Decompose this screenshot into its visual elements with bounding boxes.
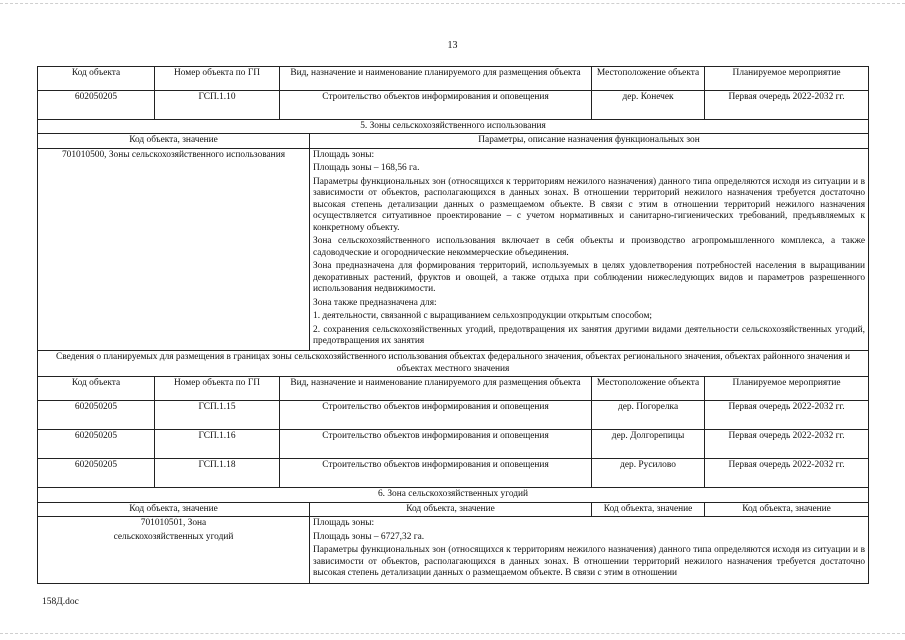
header-number: Номер объекта по ГП <box>155 67 280 91</box>
zone-code-line: 701010501, Зона <box>140 518 207 529</box>
table-row <box>38 91 869 120</box>
zone-param: Площадь зоны – 168,56 га. <box>313 163 420 174</box>
header-location: Местоположение объекта <box>592 67 705 91</box>
section-6-title-row <box>38 488 869 502</box>
zone6-header: Код объекта, значение <box>592 502 705 516</box>
info-title: Сведения о планируемых для размещения в границах зоны сельскохозяйственного использования объектах федерального значения, объектах регионального значения, объектах районного значения и объектах местного значения <box>38 351 869 377</box>
zone-code-line: сельскохозяйственных угодий <box>113 531 234 542</box>
header-number: Номер объекта по ГП <box>155 377 280 401</box>
cell-code: 602050205 <box>38 459 155 488</box>
zone-params <box>310 517 869 583</box>
section-5-title-row <box>38 120 869 134</box>
zone6-header-row <box>38 502 869 516</box>
zone-description-row <box>38 517 869 583</box>
zone-header-params: Параметры, описание назначения функциональных зон <box>310 134 869 148</box>
cell-event: Первая очередь 2022-2032 гг. <box>705 430 869 459</box>
section-title: 6. Зона сельскохозяйственных угодий <box>38 488 869 502</box>
zone-param: 1. деятельности, связанной с выращиванием сельхозпродукции открытым способом; <box>313 311 652 322</box>
cell-number: ГСП.1.15 <box>155 401 280 430</box>
cell-name: Строительство объектов информирования и оповещения <box>280 91 592 120</box>
cell-event: Первая очередь 2022-2032 гг. <box>705 401 869 430</box>
zone-header-row <box>38 134 869 148</box>
cell-number: ГСП.1.16 <box>155 430 280 459</box>
cell-number: ГСП.1.10 <box>155 91 280 120</box>
zone-params <box>310 148 869 351</box>
zone-code: 701010500, Зоны сельскохозяйственного использования <box>38 148 310 351</box>
plan-header-row <box>38 377 869 401</box>
header-code: Код объекта <box>38 377 155 401</box>
cell-event: Первая очередь 2022-2032 гг. <box>705 91 869 120</box>
zone-param: Площадь зоны: <box>313 149 375 160</box>
header-location: Местоположение объекта <box>592 377 705 401</box>
cell-location: дер. Погорелка <box>592 401 705 430</box>
zone-param: Зона сельскохозяйственного использования включает в себя объекты и производство агропромышленного комплекса, а также садоводческие и огороднические некоммерческие объединения. <box>313 236 866 258</box>
footer-filename: 158Д.doc <box>42 597 79 607</box>
zone-param: Зона предназначена для формирования территорий, используемых в целях удовлетворения потребностей населения в выращивании декоративных растений, фруктов и овощей, а также отдыха при соблюдении нижеследующих видов и параметров разрешенного использования недвижимости. <box>313 261 866 295</box>
zone-header-code: Код объекта, значение <box>38 134 310 148</box>
cell-location: дер. Русилово <box>592 459 705 488</box>
cell-name: Строительство объектов информирования и оповещения <box>280 430 592 459</box>
table-row <box>38 401 869 430</box>
zone-description-row <box>38 148 869 351</box>
header-event: Планируемое мероприятие <box>705 67 869 91</box>
cell-location: дер. Конечек <box>592 91 705 120</box>
info-title-row <box>38 351 869 377</box>
zone-param: 2. сохранения сельскохозяйственных угодий, предотвращения их занятия другими видами деятельности сельскохозяйственных угодий, предотвращения их занятия <box>313 324 866 346</box>
zone-param: Параметры функциональных зон (относящихся к территориям нежилого назначения) данного типа определяются исходя из ситуации и в зависимости от объектов, располагающихся в данных зонах. В отношении территорий нежилого назначения требуется достаточно высокая степень детализации данных о размещаемом объекте. В связи с этим в отношении <box>313 545 866 579</box>
zone-param: Площадь зоны: <box>313 518 375 529</box>
cell-number: ГСП.1.18 <box>155 459 280 488</box>
cell-code: 602050205 <box>38 430 155 459</box>
zone-code <box>38 517 310 583</box>
zone-param: Параметры функциональных зон (относящихся к территориям нежилого назначения) данного типа определяются исходя из ситуации и в зависимости от объектов, располагающихся в данных зонах. В отношении территорий нежилого назначения требуется достаточно высокая степень детализации данных о размещаемом объекте. В связи с этим в отношении территорий нежилого назначения осуществляется ситуативное проектирование – с учетом нормативных и санитарно-гигиенических требований, предъявляемых к конкретному объекту. <box>313 176 866 233</box>
cell-name: Строительство объектов информирования и оповещения <box>280 459 592 488</box>
zone-param: Зона также предназначена для: <box>313 297 437 308</box>
header-name: Вид, назначение и наименование планируемого для размещения объекта <box>280 67 592 91</box>
zone-param: Площадь зоны – 6727,32 га. <box>313 531 425 542</box>
zone6-header: Код объекта, значение <box>38 502 310 516</box>
section-title: 5. Зоны сельскохозяйственного использования <box>38 120 869 134</box>
cell-code: 602050205 <box>38 91 155 120</box>
plan-header-row <box>38 67 869 91</box>
document-table <box>37 66 869 584</box>
page-number: 13 <box>447 40 458 51</box>
header-name: Вид, назначение и наименование планируемого для размещения объекта <box>280 377 592 401</box>
cell-code: 602050205 <box>38 401 155 430</box>
table-row <box>38 430 869 459</box>
scan-edge-top <box>0 3 905 4</box>
header-event: Планируемое мероприятие <box>705 377 869 401</box>
table-row <box>38 459 869 488</box>
cell-name: Строительство объектов информирования и оповещения <box>280 401 592 430</box>
zone6-header: Код объекта, значение <box>705 502 869 516</box>
cell-location: дер. Долгорепицы <box>592 430 705 459</box>
cell-event: Первая очередь 2022-2032 гг. <box>705 459 869 488</box>
scan-edge-bottom <box>0 633 905 634</box>
zone6-header: Код объекта, значение <box>310 502 592 516</box>
header-code: Код объекта <box>38 67 155 91</box>
